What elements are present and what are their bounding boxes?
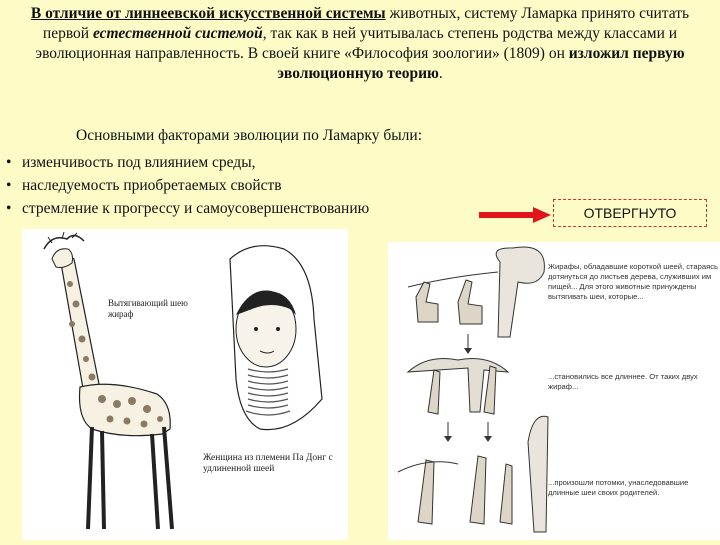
intro-text-3: . xyxy=(438,65,443,82)
intro-text-1: животных, систему Ламарка принято считать первой xyxy=(42,5,690,42)
intro-text-2: , так как в ней учитывалась степень родства между классами и эволюционная направленность. В своей книге «Философия зоологии» (1809) он xyxy=(35,25,678,62)
giraffe-woman-illustration xyxy=(22,229,348,540)
factor-item: • наследуемость приобретаемых свойств xyxy=(6,174,369,197)
intro-paragraph xyxy=(14,4,706,84)
intro-highlight-1: В отличие от линнеевской искусственной системы xyxy=(30,5,386,22)
woman-caption: Женщина из племени Па Донг с удлиненной шеей xyxy=(203,453,333,474)
factors-list xyxy=(6,151,369,220)
panel3-caption: ...произошли потомки, унаследовавшие длинные шеи своих родителей. xyxy=(548,478,689,497)
factor-item: • изменчивость под влиянием среды, xyxy=(6,151,369,174)
intro-highlight-2: естественной системой xyxy=(92,25,263,42)
panel2-caption: ...становились все длиннее. От таких двух жираф... xyxy=(548,372,698,391)
panel1-caption: Жирафы, обладавшие короткой шеей, стараясь дотянуться до листьев дерева, служивших им пищей... Для этого животные принуждены вытягивать шеи, которые... xyxy=(548,262,718,301)
lamarck-evolution-illustration xyxy=(388,242,720,540)
intro-highlight-3: изложил первую эволюционную теорию xyxy=(277,45,685,82)
giraffe-drawing xyxy=(22,229,348,540)
factor-item: • стремление к прогрессу и самоусовершенствованию xyxy=(6,197,369,220)
factors-title: Основными факторами эволюции по Ламарку были: xyxy=(76,127,423,144)
right-arrow-icon xyxy=(479,207,551,223)
giraffe-caption: Вытягивающий шею жираф xyxy=(108,298,188,319)
rejected-label: ОТВЕРГНУТО xyxy=(553,199,707,227)
